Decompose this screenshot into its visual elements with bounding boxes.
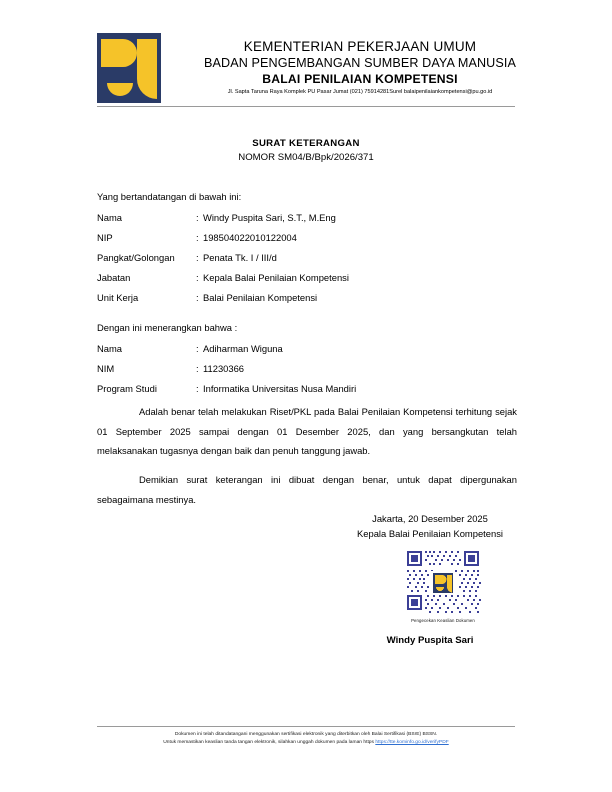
field-value: : Balai Penilaian Kompetensi: [196, 292, 318, 303]
qr-code-icon[interactable]: [404, 549, 482, 617]
verify-link[interactable]: https://tte.kominfo.go.id/verifyPDF: [375, 740, 449, 745]
signature-header: [340, 511, 520, 541]
body-paragraph-closing: Demikian surat keterangan ini dibuat dengan benar, untuk dapat dipergunakan sebagaimana mestinya.: [97, 474, 517, 505]
pu-logo-icon: [97, 33, 161, 103]
field-label: NIP: [97, 232, 113, 243]
footer-divider: [97, 726, 515, 727]
field-row: [97, 343, 356, 363]
field-row: [97, 272, 349, 292]
field-value-text: Windy Puspita Sari, S.T., M.Eng: [203, 212, 336, 223]
ministry-name: KEMENTERIAN PEKERJAAN UMUM: [243, 39, 477, 54]
field-value-text: Adiharman Wiguna: [203, 343, 283, 354]
field-label: Nama: [97, 212, 123, 223]
field-value-text: Balai Penilaian Kompetensi: [203, 292, 318, 303]
signatory-intro: Yang bertandatangan di bawah ini:: [97, 191, 242, 202]
field-value: : Kepala Balai Penilaian Kompetensi: [196, 272, 349, 283]
field-label: Unit Kerja: [97, 292, 139, 303]
field-value: : Adiharman Wiguna: [196, 343, 283, 354]
field-row: [97, 363, 356, 383]
letterhead: [0, 33, 612, 111]
field-label: NIM: [97, 363, 115, 374]
field-label: Jabatan: [97, 272, 131, 283]
field-value-text: Informatika Universitas Nusa Mandiri: [203, 383, 357, 394]
office-address: Jl. Sapta Taruna Raya Komplek PU Pasar Jumat (021) 75914281Surel balaipenilaiankompetensi@pu.go.id: [227, 89, 493, 95]
field-value: : Penata Tk. I / III/d: [196, 252, 277, 263]
field-value-text: 198504022010122004: [203, 232, 297, 243]
field-row: [97, 212, 349, 232]
field-value: : 198504022010122004: [196, 232, 297, 243]
unit-name: BALAI PENILAIAN KOMPETENSI: [262, 72, 458, 86]
field-value: : Windy Puspita Sari, S.T., M.Eng: [196, 212, 336, 223]
field-row: [97, 292, 349, 312]
subject-intro: Dengan ini menerangkan bahwa :: [97, 322, 238, 333]
signer-name: Windy Puspita Sari: [386, 635, 474, 646]
signature-place-date: Jakarta, 20 Desember 2025: [372, 513, 488, 524]
footer-line-2: [97, 739, 515, 747]
body-paragraph-main: Adalah benar telah melakukan Riset/PKL pada Balai Penilaian Kompetensi terhitung sejak 01 September 2025 sampai dengan 01 Desember 2025, dan yang bersangkutan telah melaksanakan tugasnya dengan baik dan penuh tanggung jawab.: [97, 406, 517, 456]
field-value-text: Penata Tk. I / III/d: [203, 252, 277, 263]
header-divider: [97, 106, 515, 107]
signature-position: Kepala Balai Penilaian Kompetensi: [357, 528, 503, 539]
field-row: [97, 252, 349, 272]
field-label: Nama: [97, 343, 123, 354]
subject-fields: [97, 343, 356, 403]
field-value-text: 11230366: [203, 363, 245, 374]
footer-disclaimer: [97, 731, 515, 747]
field-value-text: Kepala Balai Penilaian Kompetensi: [203, 272, 349, 283]
signatory-fields: [97, 212, 349, 312]
qr-stamp[interactable]: [404, 549, 482, 623]
document-title: SURAT KETERANGAN: [252, 138, 360, 149]
field-value: : Informatika Universitas Nusa Mandiri: [196, 383, 357, 394]
qr-caption: Pengecekan Keaslian Dokumen: [411, 618, 475, 623]
field-value: : 11230366: [196, 363, 245, 374]
document-number: NOMOR SM04/B/Bpk/2026/371: [238, 152, 374, 163]
field-label: Program Studi: [97, 383, 157, 394]
letterhead-text: [170, 39, 550, 97]
field-label: Pangkat/Golongan: [97, 252, 175, 263]
footer-line-2-text: Untuk memastikan keaslian tanda tangan elektronik, silahkan unggah dokumen pada laman https: [163, 740, 376, 745]
agency-name: BADAN PENGEMBANGAN SUMBER DAYA MANUSIA: [204, 56, 516, 70]
field-row: [97, 383, 356, 403]
footer-line-1: Dokumen ini telah ditandatangani menggunakan sertifikasi elektronik yang diterbitkan oleh Balai Sertifikasi (BSrE) BSSN.: [174, 732, 438, 737]
field-row: [97, 232, 349, 252]
